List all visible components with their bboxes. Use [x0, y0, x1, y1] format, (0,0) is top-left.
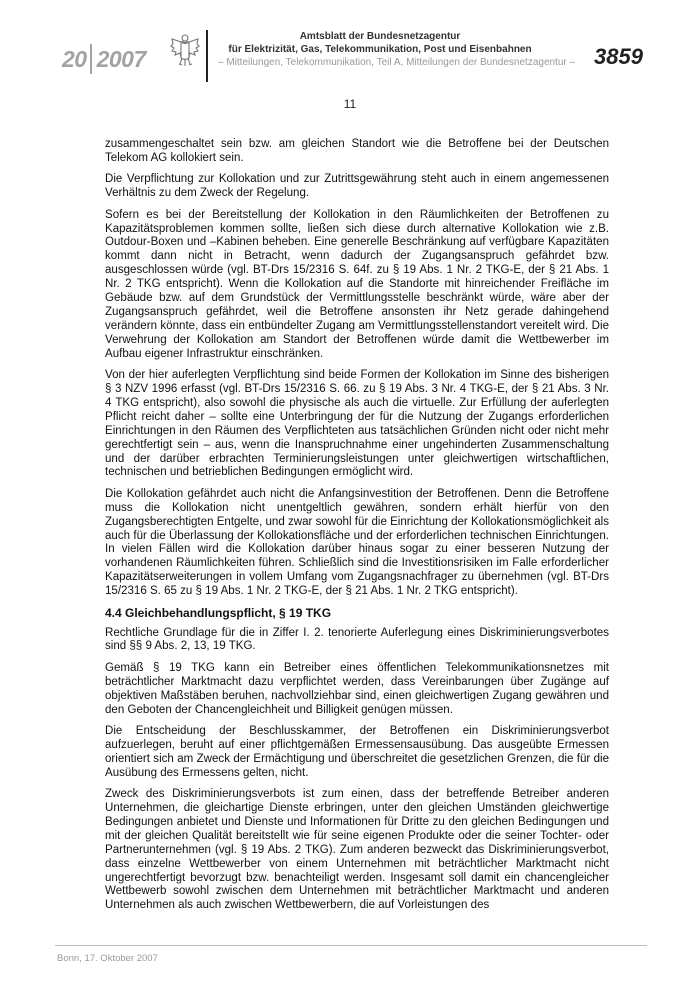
page-number: 3859	[594, 44, 643, 69]
paragraph: Von der hier auferlegten Verpflichtung sind beide Formen der Kollokation im Sinne des bisherigen § 3 NZV 1996 erfasst (vgl. BT-Drs 15/2316 S. 66. zu § 19 Abs. 3 Nr. 4 TKG-E, der § 21 Abs. 3 Nr. 4 TKG entspricht), also sowohl die physische als auch die virtuelle. Zur Erfüllung der auferlegten Pflicht reicht daher – sollte eine Unterbringung der für die Nutzung der Zugangs erforderlichen Einrichtungen in den Räumen des Verpflichteten aus tatsächlichen Gründen nicht oder nicht mehr gerechtfertigt sein – aus, wenn die Inanspruchnahme einer ungehinderten Zusammenschaltung und der darüber erbrachten Terminierungsleistungen unter gleichwertigen wirtschaftlichen, technischen und betrieblichen Bedingungen ermöglicht wird.	[105, 369, 609, 479]
gazette-title-line-1: Amtsblatt der Bundesnetzagentur	[299, 31, 461, 42]
paragraph: zusammengeschaltet sein bzw. am gleichen Standort wie die Betroffene bei der Deutschen Telekom AG kollokiert sein.	[105, 138, 609, 164]
inner-page-number: 11	[343, 97, 357, 111]
gazette-title-line-2: für Elektrizität, Gas, Telekommunikation, Post und Eisenbahnen	[228, 44, 532, 55]
gazette-title	[220, 30, 540, 56]
issue-label	[62, 44, 146, 74]
footer-date: Bonn, 17. Oktober 2007	[57, 953, 158, 964]
document-body	[105, 138, 609, 921]
paragraph: Zweck des Diskriminierungsverbots ist zum einen, dass der betreffende Betreiber anderen Unternehmen, die gleichartige Dienste erbringen, unter den gleichen Umständen gleichwertige Bedingungen anbietet und Dienste und Informationen für Dritte zu den gleichen Bedingungen und mit der gleichen Qualität bereitstellt wie für seine eigenen Produkte oder die seiner Tochter- oder Partnerunternehmen (vgl. § 19 Abs. 2 TKG). Zum anderen bezweckt das Diskriminierungsverbot, dass einzelne Wettbewerber von einem Unternehmen mit beträchtlicher Marktmacht nicht ungerechtfertigt bevorzugt bzw. benachteiligt werden. Insgesamt soll damit ein chancengleicher Wettbewerb sowohl zwischen dem Unternehmen mit beträchtlicher Marktmacht und anderen Unternehmen als auch zwischen Wettbewerbern, die auf Vorleistungen des	[105, 788, 609, 912]
header-divider	[206, 30, 208, 82]
paragraph: Die Verpflichtung zur Kollokation und zur Zutrittsgewährung steht auch in einem angemessenen Verhältnis zu dem Zweck der Regelung.	[105, 173, 609, 200]
paragraph: Die Kollokation gefährdet auch nicht die Anfangsinvestition der Betroffenen. Denn die Betroffene muss die Kollokation nicht unentgeltlich gewähren, sondern erhält hierfür von den Zugangsberechtigten Entgelte, und zwar sowohl für die Einrichtung der Kollokationsmöglichkeit als auch für die Überlassung der Kollokationsfläche und der erforderlichen technischen Einrichtungen. In vielen Fällen wird die Kollokation darüber hinaus sogar zu einer besseren Nutzung der vorhandenen Räumlichkeiten führen. Schließlich sind die Investitionsrisiken im Falle erforderlicher Kapazitätserweiterungen in vollem Umfang vom Zugangsnachfrager zu übernehmen (vgl. BT-Drs 15/2316 S. 65 zu § 19 Abs. 1 Nr. 2 TKG-E, der § 21 Abs. 1 Nr. 2 TKG entspricht).	[105, 487, 609, 598]
footer-divider	[55, 945, 647, 946]
paragraph: Sofern es bei der Bereitstellung der Kollokation in den Räumlichkeiten der Betroffenen zu Kapazitätsproblemen kommen sollte, ließen sich diese durch alternative Kollokation wie z.B. Outdour-Boxen und –Kabinen beheben. Eine generelle Beschränkung auf verfügbare Kapazitäten kommt dann nicht in Betracht, wenn dadurch der Zugangsanspruch gefährdet bzw. ausgeschlossen würde (vgl. BT-Drs 15/2316 S. 64f. zu § 19 Abs. 1 Nr. 2 TKG-E, der § 21 Abs. 1 Nr. 2 TKG entspricht). Wenn die Kollokation auf die Standorte mit hinreichender Freifläche im Gebäude bzw. auf dem Grundstück der Vermittlungsstelle beschränkt würde, wäre aber der Zugangsanspruch gefährdet, weil die Betroffene ansonsten ihr Netz gerade dahingehend verändern könnte, dass ein entbündelter Zugang am Vermittlungsstellenstandort vereitelt wird. Die Verwehrung der Kollokation am Standort der Betroffenen würde damit die Wettbewerber im Aufbau eigener Infrastruktur einschränken.	[105, 208, 609, 360]
issue-separator	[90, 44, 92, 74]
issue-number: 20	[62, 46, 87, 72]
paragraph: Gemäß § 19 TKG kann ein Betreiber eines öffentlichen Telekommunikationsnetzes mit beträchtlicher Marktmacht dazu verpflichtet werden, dass Vereinbarungen über Zugänge auf objektiven Maßstäben beruhen, nachvollziehbar sind, einen gleichwertigen Zugang gewähren und den Geboten der Chancengleichheit und Billigkeit genügen müssen.	[105, 661, 609, 716]
paragraph: Die Entscheidung der Beschlusskammer, der Betroffenen ein Diskriminierungsverbot aufzuerlegen, beruht auf einer pflichtgemäßen Ermessensausübung. Das ausgeübte Ermessen orientiert sich am Zweck der Ermächtigung und überschreitet die gesetzlichen Grenzen, die für die Ausübung des Ermessens gelten, nicht.	[105, 724, 609, 779]
federal-eagle-icon	[170, 32, 200, 70]
paragraph: Rechtliche Grundlage für die in Ziffer I. 2. tenorierte Auferlegung eines Diskriminierungsverbotes sind §§ 9 Abs. 2, 13, 19 TKG.	[105, 626, 609, 653]
issue-year: 2007	[96, 46, 146, 72]
gazette-subtitle: – Mitteilungen, Telekommunikation, Teil A, Mitteilungen der Bundesnetzagentur –	[218, 57, 576, 68]
section-heading: 4.4 Gleichbehandlungspflicht, § 19 TKG	[105, 605, 332, 620]
